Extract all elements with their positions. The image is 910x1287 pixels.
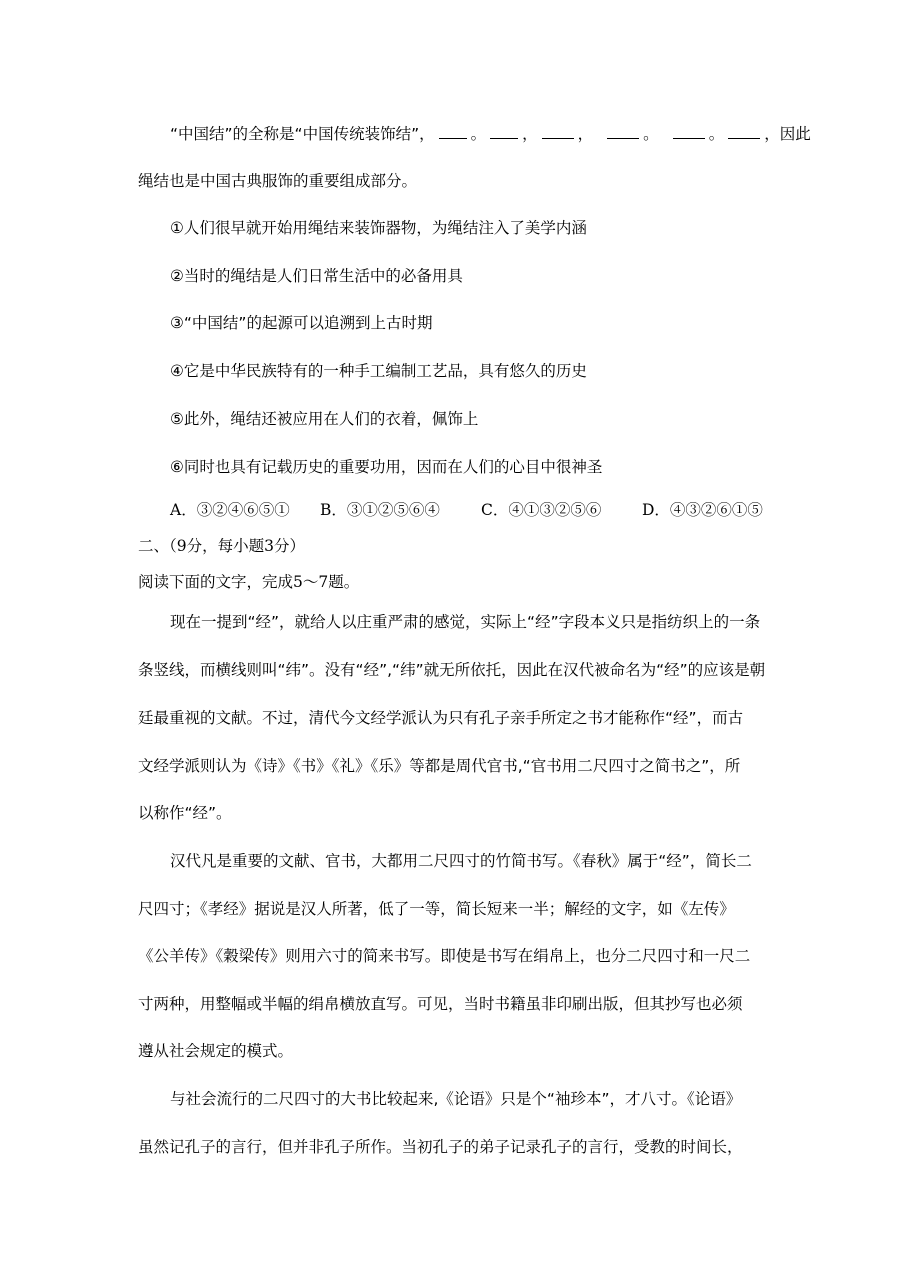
stem-text: “中国结”的全称是“中国传统装饰结”， (170, 125, 435, 143)
stem-separator: 。 (708, 125, 725, 143)
option-d[interactable]: D．④③②⑥①⑤ (642, 501, 763, 519)
option-b[interactable]: B．③①②⑤⑥④ (320, 501, 440, 519)
passage-line: 廷最重视的文献。不过，清代今文经学派认为只有孔子亲手所定之书才能称作“经”，而古 (138, 709, 744, 727)
section-heading: 二、（9分，每小题3分） (138, 537, 305, 555)
passage-line: 遵从社会规定的模式。 (138, 1042, 294, 1060)
passage-line: 与社会流行的二尺四寸的大书比较起来,《论语》只是个“袖珍本”，才八寸。《论语》 (170, 1090, 742, 1108)
question-stem-line2: 绳结也是中国古典服饰的重要组成部分。 (138, 172, 418, 190)
stem-separator: ， (522, 125, 538, 143)
sentence-item: ②当时的绳结是人们日常生活中的必备用具 (170, 267, 463, 285)
passage-line: 条竖线，而横线则叫“纬”。没有“经”,“纬”就无所依托，因此在汉代被命名为“经”的应该是朝 (138, 661, 766, 679)
sentence-item: ①人们很早就开始用绳结来装饰器物，为绳结注入了美学内涵 (170, 219, 587, 237)
sentence-item: ④它是中华民族特有的一种手工编制工艺品，具有悠久的历史 (170, 362, 587, 380)
answer-blank[interactable] (439, 126, 467, 139)
answer-blank[interactable] (542, 126, 574, 139)
passage-line: 汉代凡是重要的文献、官书，大都用二尺四寸的竹简书写。《春秋》属于“经”，简长二 (170, 852, 752, 870)
option-c[interactable]: C．④①③②⑤⑥ (481, 501, 602, 519)
stem-text-end: 因此 (779, 125, 811, 143)
question-stem-line1 (170, 124, 811, 144)
answer-blank[interactable] (673, 126, 705, 139)
passage-line: 《公羊传》《穀梁传》则用六寸的简来书写。即使是书写在绢帛上，也分二尺四寸和一尺二 (138, 947, 751, 965)
sentence-item: ③“中国结”的起源可以追溯到上古时期 (170, 314, 433, 332)
passage-line: 文经学派则认为《诗》《书》《礼》《乐》等都是周代官书,“官书用二尺四寸之简书之”，所 (138, 757, 741, 775)
passage-line: 虽然记孔子的言行，但并非孔子所作。当初孔子的弟子记录孔子的言行，受教的时间长， (138, 1138, 743, 1156)
sentence-item: ⑤此外，绳结还被应用在人们的衣着，佩饰上 (170, 410, 479, 428)
stem-separator: ， (764, 125, 780, 143)
answer-blank[interactable] (490, 126, 518, 139)
passage-line: 尺四寸；《孝经》据说是汉人所著，低了一等，简长短来一半；解经的文字，如《左传》 (138, 900, 735, 918)
answer-blank[interactable] (607, 126, 639, 139)
stem-separator: 。 (643, 125, 659, 143)
stem-separator: 。 (470, 125, 487, 143)
sentence-item: ⑥同时也具有记载历史的重要功用，因而在人们的心目中很神圣 (170, 458, 603, 476)
option-a[interactable]: A．③②④⑥⑤① (170, 501, 290, 519)
passage-line: 以称作“经”。 (138, 804, 232, 822)
answer-blank[interactable] (728, 126, 760, 139)
passage-line: 现在一提到“经”，就给人以庄重严肃的感觉，实际上“经”字段本义只是指纺织上的一条 (170, 613, 761, 631)
passage-line: 寸两种，用整幅或半幅的绢帛横放直写。可见，当时书籍虽非印刷出版，但其抄写也必须 (138, 995, 743, 1013)
stem-separator: ， (577, 125, 594, 143)
section-instruction: 阅读下面的文字，完成5～7题。 (138, 573, 360, 591)
